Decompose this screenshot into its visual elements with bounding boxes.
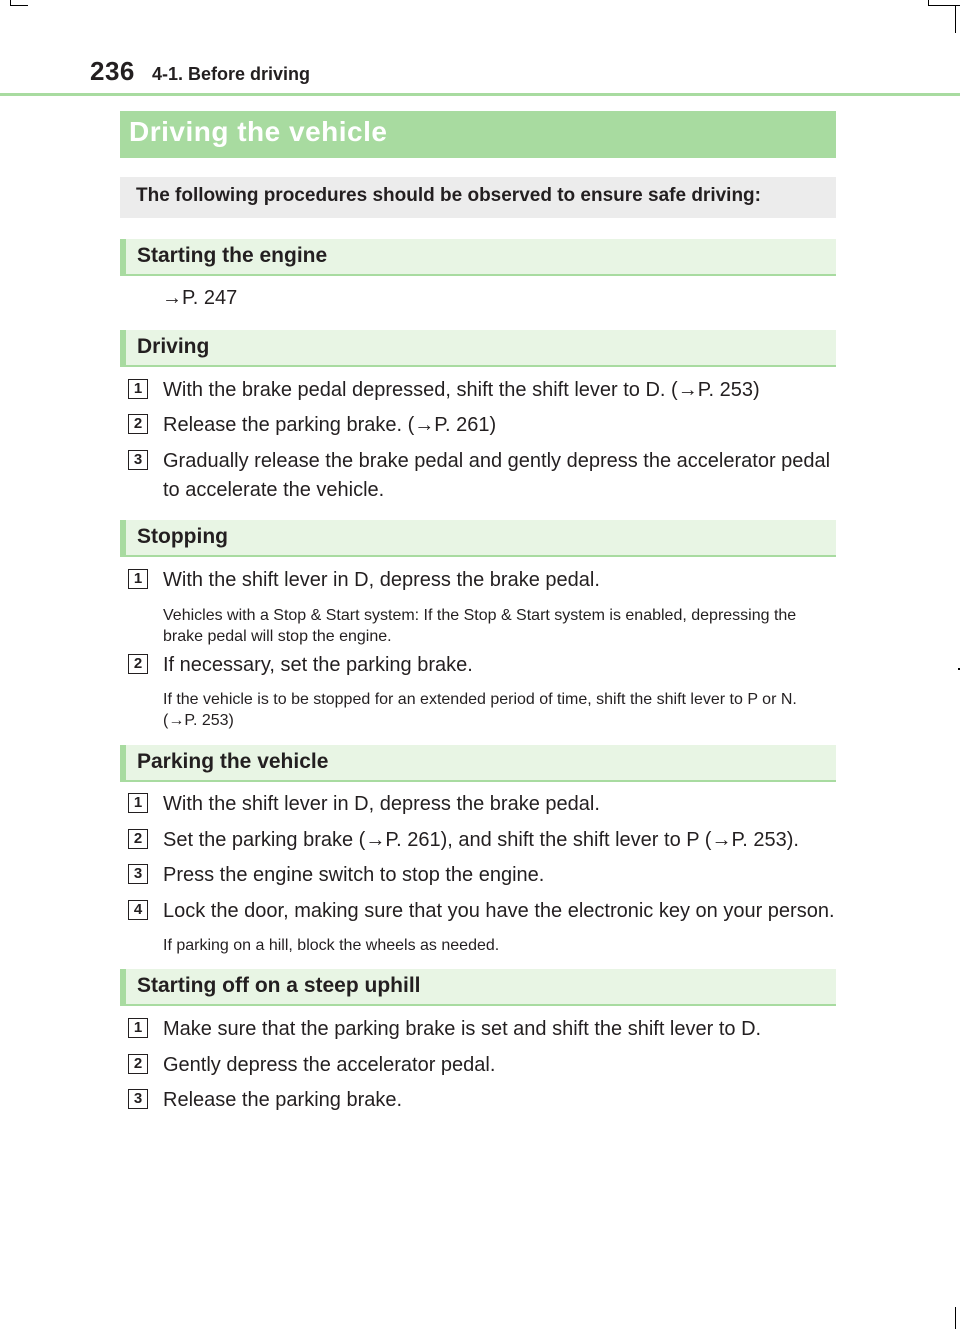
step-item [128, 897, 838, 927]
step-text: Make sure that the parking brake is set and shift the shift lever to D. [163, 1018, 762, 1040]
intro-box [120, 177, 836, 218]
crop-mark [10, 5, 28, 6]
heading-text: Parking the vehicle [137, 750, 329, 773]
step-number: 3 [128, 1089, 148, 1109]
step-number: 1 [128, 569, 148, 589]
crop-mark [955, 1307, 956, 1329]
step-item [128, 826, 838, 856]
heading-stopping [120, 520, 836, 557]
step-item [128, 1015, 838, 1045]
page-number: 236 [90, 56, 135, 86]
step-text: Gradually release the brake pedal and gently depress the accelerator pedal to accelerate the vehicle. [163, 450, 831, 501]
section-label: 4-1. Before driving [152, 64, 311, 84]
step-item [128, 1051, 838, 1081]
step-text: Gently depress the accelerator pedal. [163, 1054, 496, 1076]
step-number: 2 [128, 829, 148, 849]
step-text: Set the parking brake (→P. 261), and shift the shift lever to P (→P. 253). [163, 829, 799, 851]
step-number: 3 [128, 450, 148, 470]
step-note: If the vehicle is to be stopped for an extended period of time, shift the shift lever to P or N. (→P. 253) [163, 691, 797, 729]
step-text: Release the parking brake. [163, 1089, 403, 1111]
crop-mark [955, 5, 956, 33]
page-title: Driving the vehicle [129, 116, 388, 147]
step-text: Lock the door, making sure that you have the electronic key on your person. [163, 900, 835, 922]
step-number: 1 [128, 1018, 148, 1038]
step-number: 1 [128, 793, 148, 813]
step-note: If parking on a hill, block the wheels as needed. [163, 937, 500, 954]
step-item [128, 790, 838, 820]
step-number: 4 [128, 900, 148, 920]
heading-text: Starting off on a steep uphill [137, 974, 421, 997]
step-text: With the shift lever in D, depress the brake pedal. [163, 793, 600, 815]
step-text: With the brake pedal depressed, shift the shift lever to D. (→P. 253) [163, 379, 760, 401]
step-number: 2 [128, 414, 148, 434]
step-item [128, 651, 838, 681]
page-title-bar [120, 111, 836, 158]
step-item [128, 376, 838, 406]
heading-text: Stopping [137, 525, 228, 548]
heading-parking [120, 745, 836, 782]
step-item [128, 861, 838, 891]
header-rule [0, 93, 960, 96]
heading-text: Starting the engine [137, 244, 328, 267]
step-item [128, 566, 838, 596]
step-number: 2 [128, 1054, 148, 1074]
heading-steep-uphill [120, 969, 836, 1006]
step-item [128, 447, 838, 507]
intro-text: The following procedures should be observed to ensure safe driving: [136, 185, 761, 206]
page-reference-link[interactable]: →P. 247 [162, 287, 238, 309]
step-text: With the shift lever in D, depress the brake pedal. [163, 569, 600, 591]
heading-text: Driving [137, 335, 210, 358]
step-number: 2 [128, 654, 148, 674]
step-text: Release the parking brake. (→P. 261) [163, 414, 497, 436]
heading-driving [120, 330, 836, 367]
step-text: If necessary, set the parking brake. [163, 654, 473, 676]
step-note: Vehicles with a Stop & Start system: If the Stop & Start system is enabled, depressing the brake pedal will stop the engine. [163, 607, 797, 645]
heading-starting-engine [120, 239, 836, 276]
step-number: 1 [128, 379, 148, 399]
step-number: 3 [128, 864, 148, 884]
step-text: Press the engine switch to stop the engine. [163, 864, 545, 886]
step-item [128, 1086, 838, 1116]
step-item [128, 411, 838, 441]
